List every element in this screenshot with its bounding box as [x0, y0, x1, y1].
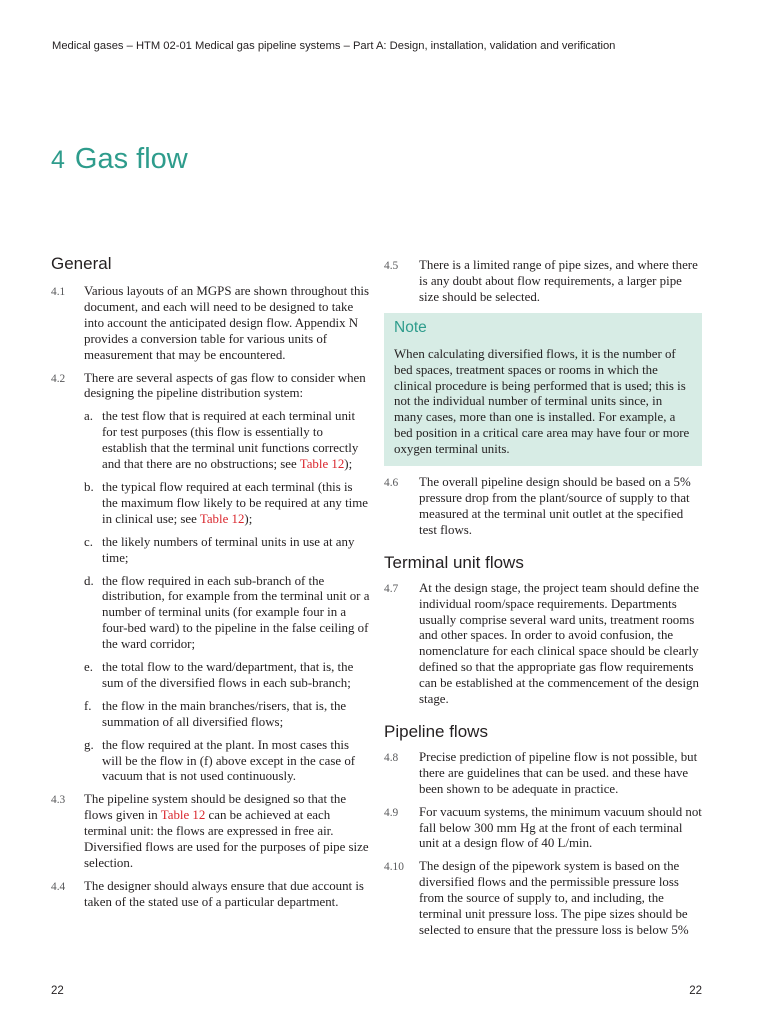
- list-text: the total flow to the ward/department, that is, the sum of the diversified flows in each sub-branch;: [102, 660, 354, 690]
- page-number-left: 22: [51, 985, 64, 997]
- paragraph-4-10: [384, 859, 702, 939]
- chapter-heading: [51, 143, 188, 176]
- list-text: the flow required at the plant. In most cases this will be the flow in (f) above except in the case of vacuum that is not used continuously.: [102, 737, 356, 784]
- list-text: the test flow that is required at each terminal unit for test purposes (this flow is essentially to establish that the terminal unit functions correctly and that there are no obstructions; see: [102, 409, 359, 472]
- chapter-number: 4: [51, 146, 65, 174]
- list-letter: c.: [84, 534, 93, 549]
- section-heading-general: General: [51, 254, 112, 273]
- paragraph-4-5: [384, 258, 702, 306]
- paragraph-number: 4.2: [51, 372, 66, 385]
- list-item-b: [51, 480, 371, 528]
- paragraph-4-9: [384, 805, 702, 853]
- paragraph-number: 4.8: [384, 751, 399, 764]
- paragraph-4-1: [51, 284, 371, 364]
- paragraph-text: Various layouts of an MGPS are shown throughout this document, and each will need to be designed to take into account the anticipated design flow. Appendix N provides a conversion table for various units of measurement that may be encountered.: [84, 284, 370, 362]
- paragraph-number: 4.5: [384, 260, 399, 272]
- paragraph-text: At the design stage, the project team should define the individual room/space requirements. Departments usually comprise several ward units, treatment rooms and other spaces. In order to avoid confusion, the nomenclature for each clinical space should be clearly defined so that the appropriate gas flow requirements can be established at the commencement of the design stage.: [419, 580, 699, 707]
- paragraph-number: 4.3: [51, 794, 66, 807]
- note-body: When calculating diversified flows, it is the number of bed spaces, treatment spaces or rooms in which the clinical procedure is being performed that is used; this is not the individual number of terminal units since, in many cases, more than one is installed. For example, a bed position in a critical care area may have four or more oxygen terminal units.: [394, 346, 690, 457]
- list-text: the flow in the main branches/risers, that is, the summation of all diversified flows;: [102, 698, 347, 729]
- table-12-link[interactable]: Table 12: [199, 511, 245, 526]
- paragraph-text: For vacuum systems, the minimum vacuum should not fall below 300 mm Hg at the front of each terminal unit at a design flow of 40 L/min.: [419, 804, 702, 851]
- table-12-link[interactable]: Table 12: [299, 457, 345, 472]
- paragraph-number: 4.9: [384, 806, 399, 819]
- paragraph-number: 4.6: [384, 477, 399, 490]
- paragraph-4-7: [384, 581, 702, 708]
- paragraph-4-4: [51, 879, 371, 911]
- list-letter: b.: [84, 479, 94, 494]
- list-letter: a.: [84, 409, 93, 424]
- note-box: [384, 313, 702, 466]
- page-number-right: 22: [689, 985, 702, 997]
- list-letter: e.: [84, 660, 93, 675]
- list-item-c: [51, 535, 371, 567]
- paragraph-text: There are several aspects of gas flow to consider when designing the pipeline distribution system:: [84, 370, 366, 401]
- paragraph-text: There is a limited range of pipe sizes, and where there is any doubt about flow requirements, a larger pipe size should be selected.: [419, 258, 698, 304]
- paragraph-4-6: [384, 475, 702, 539]
- paragraph-4-2: [51, 371, 371, 403]
- paragraph-text: can be achieved at each terminal unit: the flows are expressed in free air. Diversified flows are used for the purposes of pipe size selection.: [84, 808, 369, 870]
- paragraph-number: 4.4: [51, 880, 66, 893]
- paragraph-number: 4.7: [384, 582, 399, 595]
- list-letter: g.: [84, 737, 94, 752]
- list-text: the likely numbers of terminal units in use at any time;: [102, 534, 355, 565]
- right-column: [384, 258, 702, 946]
- list-letter: f.: [84, 698, 92, 713]
- list-item-g: [51, 738, 371, 786]
- note-title: Note: [394, 318, 427, 336]
- section-heading-terminal-unit-flows: Terminal unit flows: [384, 552, 524, 572]
- list-item-e: [51, 660, 371, 692]
- list-text: the typical flow required at each terminal (this is the maximum flow likely to be required at any time in clinical use; see: [102, 479, 368, 526]
- table-12-link[interactable]: Table 12: [160, 808, 206, 823]
- paragraph-4-8: [384, 750, 702, 798]
- list-text: the flow required in each sub-branch of the distribution, for example from the terminal unit or a number of terminal units (for example four in a four-bed ward) to the pipeline in the false ceiling of the ward corridor;: [102, 573, 370, 652]
- list-text: );: [244, 511, 253, 526]
- paragraph-number: 4.1: [51, 286, 66, 298]
- list-item-d: [51, 574, 371, 654]
- chapter-title: Gas flow: [74, 143, 188, 175]
- list-item-a: [51, 409, 371, 473]
- paragraph-text: The design of the pipework system is based on the diversified flows and the permissible pressure loss from the source of supply to, and including, the terminal unit pressure loss. The pipe sizes should be selected to ensure that the pressure loss is below 5%: [419, 859, 689, 937]
- left-column: [51, 254, 371, 918]
- list-letter: d.: [84, 573, 94, 588]
- list-item-f: [51, 699, 371, 731]
- paragraph-4-3: [51, 792, 371, 872]
- paragraph-text: The designer should always ensure that due account is taken of the stated use of a particular department.: [84, 878, 364, 909]
- running-header: Medical gases – HTM 02-01 Medical gas pipeline systems – Part A: Design, installation, validation and verification: [52, 40, 616, 52]
- paragraph-text: The overall pipeline design should be based on a 5% pressure drop from the plant/source of supply to that measured at the terminal unit outlet at the specified test flows.: [419, 475, 691, 537]
- section-heading-pipeline-flows: Pipeline flows: [384, 721, 488, 741]
- paragraph-number: 4.10: [384, 861, 404, 874]
- paragraph-text: Precise prediction of pipeline flow is not possible, but there are guidelines that can be used. and these have been shown to be adequate in practice.: [419, 749, 698, 796]
- list-text: );: [344, 457, 353, 472]
- paragraph-text: The pipeline system should be designed so that the flows given in: [84, 792, 347, 823]
